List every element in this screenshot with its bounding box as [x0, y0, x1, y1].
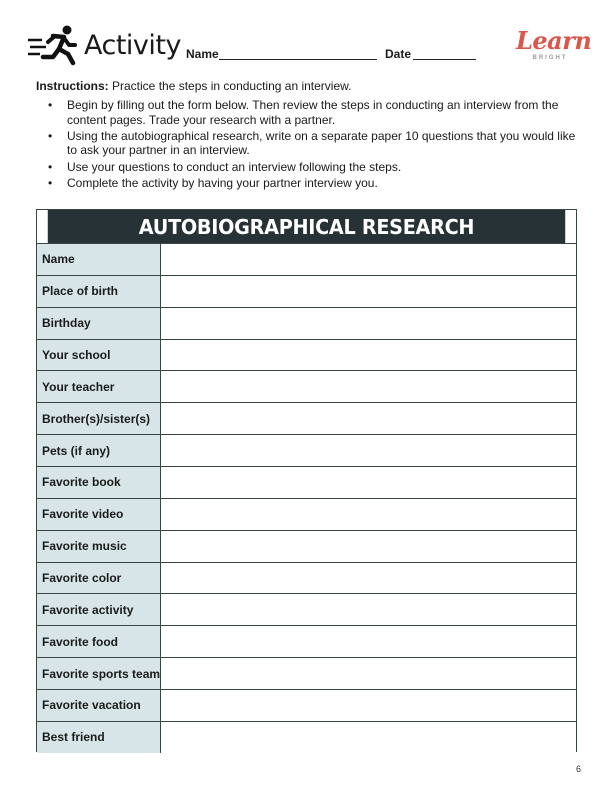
table-row	[37, 275, 576, 307]
table-title: AUTOBIOGRAPHICAL RESEARCH	[48, 210, 565, 243]
row-label: Favorite sports team	[37, 658, 161, 689]
row-label: Brother(s)/sister(s)	[37, 403, 161, 434]
instructions-lead	[36, 79, 581, 93]
instructions-text: Practice the steps in conducting an interview.	[108, 79, 352, 93]
answer-cell[interactable]	[161, 244, 576, 275]
answer-cell[interactable]	[161, 435, 576, 466]
name-label: Name	[186, 47, 219, 61]
table-row	[37, 689, 576, 721]
answer-cell[interactable]	[161, 371, 576, 402]
table-row	[37, 625, 576, 657]
answer-cell[interactable]	[161, 403, 576, 434]
row-label: Your teacher	[37, 371, 161, 402]
table-row	[37, 562, 576, 594]
answer-cell[interactable]	[161, 340, 576, 371]
row-label: Favorite color	[37, 563, 161, 594]
instructions-list	[36, 98, 581, 190]
logo-subtitle: BRIGHT	[532, 55, 568, 61]
answer-cell[interactable]	[161, 467, 576, 498]
running-figure-icon	[26, 24, 78, 66]
row-label: Favorite activity	[37, 594, 161, 625]
row-label: Pets (if any)	[37, 435, 161, 466]
answer-cell[interactable]	[161, 690, 576, 721]
row-label: Favorite book	[37, 467, 161, 498]
row-label: Place of birth	[37, 276, 161, 307]
date-field[interactable]	[413, 59, 476, 60]
instructions-label: Instructions:	[36, 79, 109, 93]
name-field[interactable]	[219, 59, 377, 60]
table-row	[37, 498, 576, 530]
answer-cell[interactable]	[161, 594, 576, 625]
table-row	[37, 370, 576, 402]
table-row	[37, 530, 576, 562]
table-row	[37, 434, 576, 466]
learn-bright-logo	[516, 26, 592, 70]
row-label: Name	[37, 244, 161, 275]
date-label: Date	[385, 47, 412, 61]
table-row	[37, 466, 576, 498]
table-row	[37, 593, 576, 625]
row-label: Favorite music	[37, 531, 161, 562]
row-label: Best friend	[37, 722, 161, 753]
answer-cell[interactable]	[161, 626, 576, 657]
answer-cell[interactable]	[161, 499, 576, 530]
instruction-item: • Use your questions to conduct an interview following the steps.	[48, 159, 402, 174]
row-label: Favorite food	[37, 626, 161, 657]
row-label: Birthday	[37, 308, 161, 339]
table-row	[37, 243, 576, 275]
table-row	[37, 657, 576, 689]
logo-word: Learn	[516, 26, 592, 55]
row-label: Favorite video	[37, 499, 161, 530]
answer-cell[interactable]	[161, 308, 576, 339]
instruction-item: • Using the autobiographical research, write on a separate paper 10 questions that you would like to ask your partner in an interview.	[48, 129, 576, 158]
row-label: Favorite vacation	[37, 690, 161, 721]
answer-cell[interactable]	[161, 531, 576, 562]
instructions	[36, 79, 581, 192]
research-table	[36, 209, 577, 752]
answer-cell[interactable]	[161, 276, 576, 307]
table-row	[37, 307, 576, 339]
table-row	[37, 402, 576, 434]
answer-cell[interactable]	[161, 722, 576, 753]
answer-cell[interactable]	[161, 658, 576, 689]
activity-title: Activity	[84, 30, 181, 61]
answer-cell[interactable]	[161, 563, 576, 594]
instruction-item: • Begin by filling out the form below. Then review the steps in conducting an interview from the content pages. Trade your research with a partner.	[48, 98, 559, 127]
table-row	[37, 721, 576, 753]
page-number: 6	[576, 764, 582, 774]
table-row	[37, 339, 576, 371]
instruction-item: • Complete the activity by having your partner interview you.	[48, 175, 378, 190]
row-label: Your school	[37, 340, 161, 371]
